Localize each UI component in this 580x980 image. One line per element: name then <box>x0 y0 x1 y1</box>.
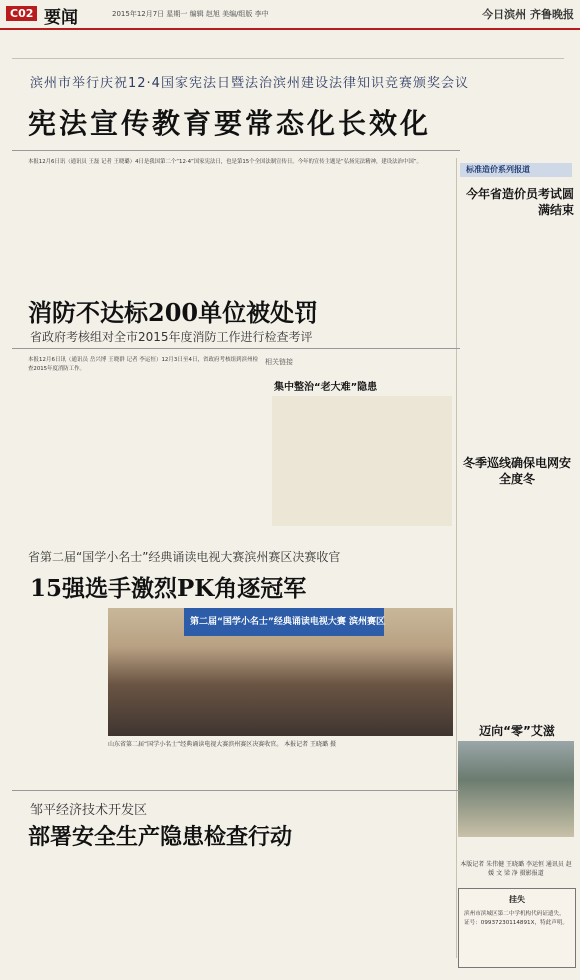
sidebar-box-headline: 集中整治“老大难”隐患 <box>274 382 378 393</box>
sidebar-box <box>272 396 452 526</box>
rcol-headline-1: 今年省造价员考试圆满结束 <box>466 187 575 217</box>
rcol-headline-2: 冬季巡线确保电网安全度冬 <box>462 456 571 486</box>
story1-body: 本报12月6日讯（通讯员 王磊 记者 王晓璐）4日是我国第二个“12·4”国家宪法日，也是第15个全国法制宣传日。今年的宣传主题是“弘扬宪法精神，建设法治中国”。 <box>28 159 422 165</box>
story3-headline: 15强选手激烈PK角逐冠军 <box>30 575 307 602</box>
section-title: 要闻 <box>44 8 78 28</box>
page-number: C02 <box>6 6 37 21</box>
story3-caption: 山东省第二届“国学小名士”经典诵读电视大赛滨州赛区决赛收官。 本报记者 王晓璐 摄 <box>108 741 336 748</box>
divider <box>12 348 460 349</box>
story1-kicker: 滨州市举行庆祝12·4国家宪法日暨法治滨州建设法律知识竞赛颁奖会议 <box>30 76 469 91</box>
series-label: 标准造价系列报道 <box>466 165 530 174</box>
sidebar-box-label: 相关链接 <box>265 358 293 366</box>
story4-kicker: 邹平经济技术开发区 <box>30 803 148 818</box>
story2-body: 本报12月6日讯（通讯员 岳兴博 王晓群 记者 李运恒）12月3日至4日，省政府考核组到滨州检查2015年度消防工作。 <box>28 357 258 372</box>
masthead: 今日滨州 齐鲁晚报 <box>482 8 574 21</box>
rcol-headline-3: 迈向“零”艾滋 <box>479 724 555 738</box>
story2-subheadline: 省政府考核组对全市2015年度消防工作进行检查考评 <box>30 330 313 344</box>
credits: 本版记者 朱伟健 王晓璐 李运恒 通讯员 赵媛 文 梁 净 摄影报道 <box>460 861 572 877</box>
photo-banner-text: 第二届“国学小名士”经典诵读电视大赛 滨州赛区 <box>190 617 385 627</box>
story4-headline: 部署安全生产隐患检查行动 <box>28 824 293 850</box>
notice-title: 挂失 <box>509 895 525 904</box>
column-rule <box>456 158 457 958</box>
story1-headline: 宪法宣传教育要常态化长效化 <box>28 107 432 140</box>
divider <box>12 150 460 151</box>
story3-kicker: 省第二届“国学小名士”经典诵读电视大赛滨州赛区决赛收官 <box>28 550 341 564</box>
notice-body: 滨州市滨城区第二中学机构代码证遗失，证号：09937230114891X，特此声明。 <box>464 911 569 926</box>
divider <box>12 790 460 791</box>
date-line: 2015年12月7日 星期一 编辑 赵旭 美编/组版 李中 <box>112 10 269 18</box>
top-rule <box>12 58 564 59</box>
rcol-photo <box>458 741 574 837</box>
story2-headline: 消防不达标200单位被处罚 <box>28 298 319 327</box>
